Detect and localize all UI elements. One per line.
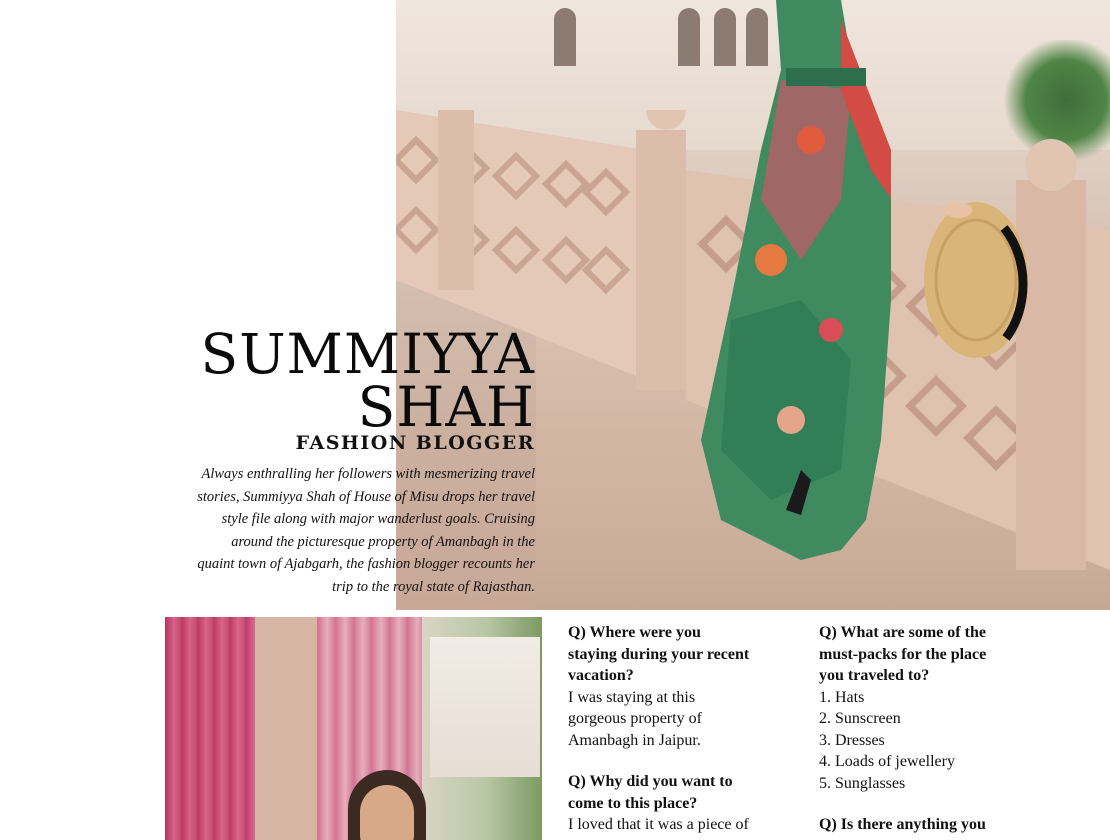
question-line: Q) Is there anything you	[819, 816, 986, 833]
profile-name-line2: SHAH	[357, 375, 535, 439]
intro-line: Always enthralling her followers with mesmerizing travel	[201, 466, 535, 482]
question-line: vacation?	[568, 667, 634, 684]
answer-line: Amanbagh in Jaipur.	[568, 731, 701, 749]
sandstone-pillar	[255, 617, 317, 840]
answer-line: I was staying at this	[568, 688, 696, 706]
qa-column-1	[568, 622, 804, 836]
question-line: must-packs for the place	[819, 645, 987, 663]
white-pavilion	[430, 637, 540, 777]
question-line: you traveled to?	[819, 667, 930, 684]
question-line: Q) Why did you want to	[568, 773, 733, 790]
palace-window	[554, 8, 576, 66]
floral-maxi-dress	[691, 0, 891, 560]
question-line: staying during your recent	[568, 645, 750, 663]
list-item: 2. Sunscreen	[819, 710, 901, 727]
list-item: 4. Loads of jewellery	[819, 753, 955, 770]
secondary-photo	[165, 617, 542, 840]
answer-line: I loved that it was a piece of	[568, 816, 749, 833]
intro-line: around the picturesque property of Amanbagh in the	[231, 533, 535, 550]
list-item: 5. Sunglasses	[819, 774, 906, 792]
pink-curtain	[165, 617, 255, 840]
portrait-face	[360, 785, 414, 840]
intro-line: stories, Summiyya Shah of House of Misu drops her travel	[197, 488, 535, 505]
profile-name-line1: SUMMIYYA	[200, 322, 535, 386]
list-item: 3. Dresses	[819, 731, 885, 749]
qa-column-2	[819, 622, 1055, 836]
answer-line: gorgeous property of	[568, 710, 702, 727]
intro-line: quaint town of Ajabgarh, the fashion blogger recounts her	[197, 556, 535, 572]
question-line: come to this place?	[568, 794, 698, 812]
list-item: 1. Hats	[819, 688, 865, 706]
question-line: Q) Where were you	[568, 624, 701, 641]
profile-role: FASHION BLOGGER	[295, 432, 535, 454]
intro-line: style file along with major wanderlust goals. Cruising	[221, 511, 535, 527]
intro-line: trip to the royal state of Rajasthan.	[332, 578, 535, 595]
intro-paragraph	[95, 463, 535, 598]
question-line: Q) What are some of the	[819, 624, 986, 641]
straw-hat	[914, 198, 1034, 363]
